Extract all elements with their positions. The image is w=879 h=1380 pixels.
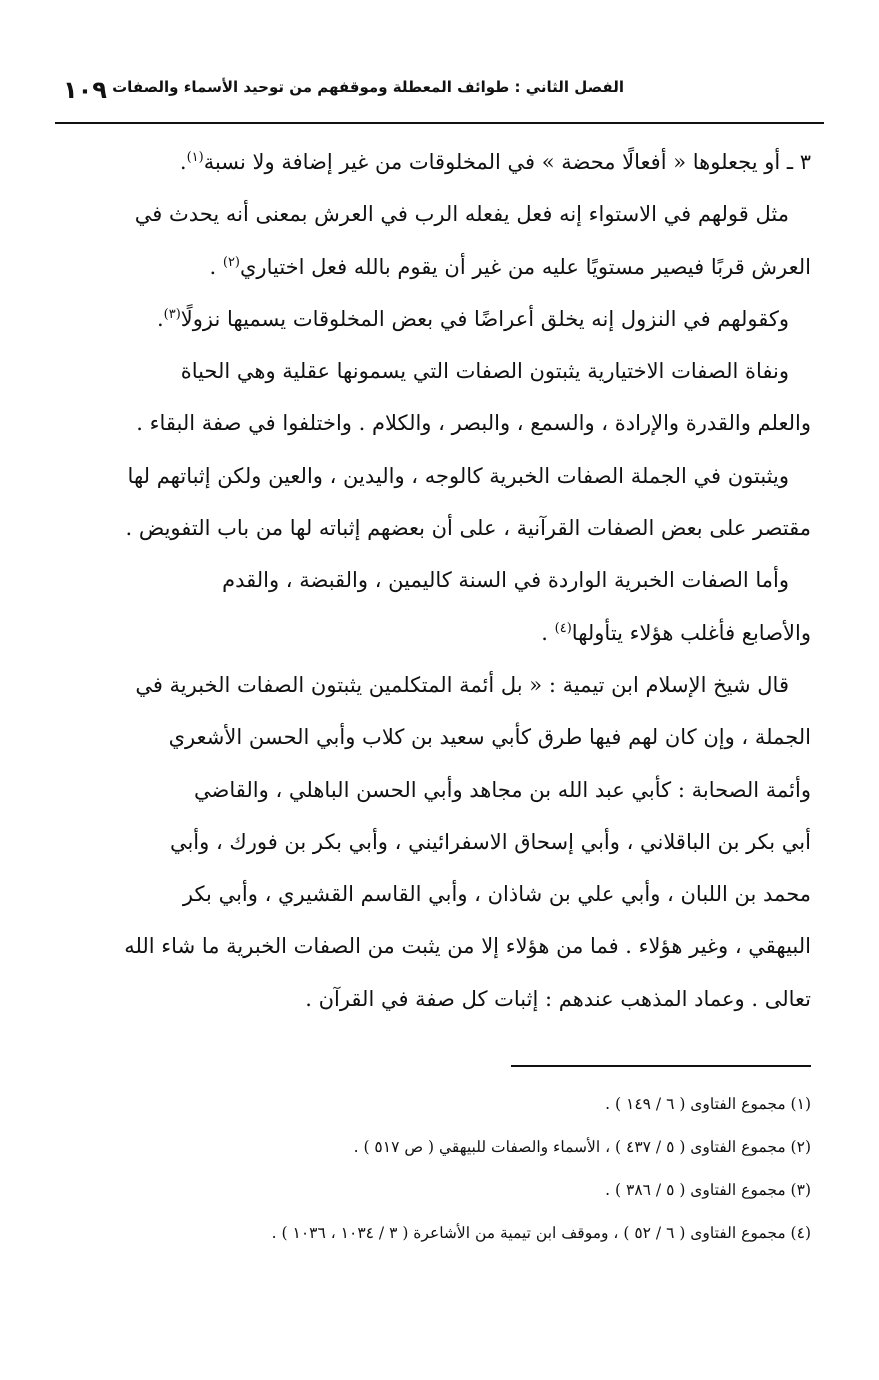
chapter-title: الفصل الثاني : طوائف المعطلة وموقفهم من توحيد الأسماء والصفات [112,78,624,96]
text-line [62,241,811,293]
text-line: ويثبتون في الجملة الصفات الخبرية كالوجه ، واليدين ، والعين ولكن إثباتهم لها [127,463,789,488]
text-line-content: والأصابع فأغلب هؤلاء يتأولها [571,620,811,645]
footnote-marker: (١) [186,150,204,165]
footnote-3: (٣) مجموع الفتاوى ( ٥ / ٣٨٦ ) . [605,1181,811,1199]
text-line: ونفاة الصفات الاختيارية يثبتون الصفات التي يسمونها عقلية وهي الحياة [180,359,789,384]
text-line: مثل قولهم في الاستواء إنه فعل يفعله الرب في العرش بمعنى أنه يحدث في [134,202,789,227]
text-line [62,136,811,188]
footnote-rule [511,1065,811,1067]
text-line-end: . [209,254,223,279]
page-number: ١٠٩ [63,76,107,104]
text-line: والعلم والقدرة والإرادة ، والسمع ، والبصر ، والكلام . واختلفوا في صفة البقاء . [136,411,811,436]
footnote-1: (١) مجموع الفتاوى ( ٦ / ١٤٩ ) . [605,1095,811,1113]
footnote-marker: (٣) [163,306,181,322]
main-text [62,136,811,1025]
text-line: تعالى . وعماد المذهب عندهم : إثبات كل صفة في القرآن . [305,986,811,1011]
footnote-marker: (٢) [222,254,240,270]
text-line [62,293,811,345]
footnotes [62,1083,811,1255]
text-line: وأما الصفات الخبرية الواردة في السنة كاليمين ، والقبضة ، والقدم [222,568,789,593]
text-line-content: ٣ ـ أو يجعلوها « أفعالًا محضة » في المخلوقات من غير إضافة ولا نسبة [203,150,811,174]
text-line: أبي بكر بن الباقلاني ، وأبي إسحاق الاسفرائيني ، وأبي بكر بن فورك ، وأبي [169,829,811,854]
footnote-2: (٢) مجموع الفتاوى ( ٥ / ٤٣٧ ) ، الأسماء والصفات للبيهقي ( ص ٥١٧ ) . [353,1138,811,1156]
text-line: مقتصر على بعض الصفات القرآنية ، على أن بعضهم إثباته لها من باب التفويض . [125,516,811,541]
text-line-end: . [156,306,164,331]
text-line: الجملة ، وإن كان لهم فيها طرق كأبي سعيد بن كلاب وأبي الحسن الأشعري [168,725,811,750]
running-header [55,70,824,120]
text-line-end: . [179,150,187,174]
text-line: محمد بن اللبان ، وأبي علي بن شاذان ، وأبي القاسم القشيري ، وأبي بكر [182,882,811,907]
header-rule [55,122,824,124]
footnote-4: (٤) مجموع الفتاوى ( ٦ / ٥٢ ) ، وموقف ابن تيمية من الأشاعرة ( ٣ / ١٠٣٤ ، ١٠٣٦ ) . [271,1224,811,1242]
text-line: قال شيخ الإسلام ابن تيمية : « بل أئمة المتكلمين يثبتون الصفات الخبرية في [135,672,789,697]
footnote-marker: (٤) [554,620,572,636]
text-line-end: . [541,620,555,645]
text-line: البيهقي ، وغير هؤلاء . فما من هؤلاء إلا من يثبت من الصفات الخبرية ما شاء الله [124,934,811,959]
text-line-content: وكقولهم في النزول إنه يخلق أعراضًا في بعض المخلوقات يسميها نزولًا [180,306,789,331]
text-line [62,607,811,659]
text-line-content: العرش قربًا فيصير مستويًا عليه من غير أن يقوم بالله فعل اختياري [240,254,811,279]
text-line: وأئمة الصحابة : كأبي عبد الله بن مجاهد وأبي الحسن الباهلي ، والقاضي [194,777,811,802]
